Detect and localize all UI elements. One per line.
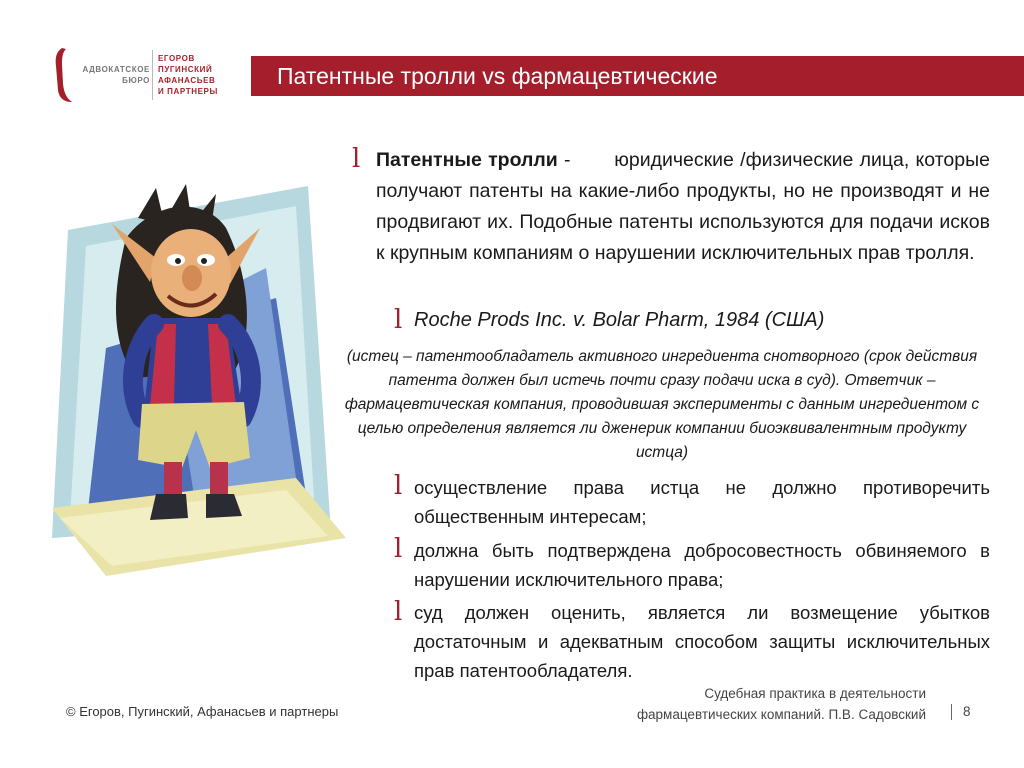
bullet-icon: l bbox=[394, 534, 403, 564]
term-dash: - bbox=[564, 149, 571, 171]
footer-source-line: фармацевтических компаний. П.В. Садовский bbox=[636, 707, 926, 722]
bullet-icon: l bbox=[394, 597, 403, 627]
bullet-icon: l bbox=[394, 305, 403, 335]
logo-line: АФАНАСЬЕВ bbox=[158, 76, 216, 85]
point-item: осуществление права истца не должно противоречить общественным интересам; bbox=[414, 477, 990, 527]
logo-text-bureau bbox=[80, 64, 150, 86]
logo-line: И ПАРТНЕРЫ bbox=[158, 87, 218, 96]
case-title: Roche Prods Inc. v. Bolar Pharm, 1984 (США) bbox=[414, 309, 825, 331]
logo-line: АДВОКАТСКОЕ bbox=[82, 65, 150, 74]
footer-source bbox=[606, 683, 926, 725]
page-number: 8 bbox=[963, 704, 971, 719]
firm-logo-icon bbox=[50, 46, 76, 104]
point-item: суд должен оценить, является ли возмещение убытков достаточным и адекватным способом защиты исключительных прав патентообладателя. bbox=[414, 602, 990, 681]
case-note: (истец – патентообладатель активного ингредиента снотворного (срок действия патента должен был истечь почти сразу подачи иска в суд). Ответчик – фармацевтическая компания, проводившая эксперименты с данным ингредиентом с целью определения является ли дженерик компании биоэквивалентным продукту истца) bbox=[344, 348, 980, 461]
term-definition: юридические /физические лица, которые получают патенты на какие-либо продукты, но не производят и не продвигают их. Подобные патенты используются для подачи исков к крупным компаниям о нарушении исключительных прав тролля. bbox=[376, 149, 990, 264]
point-item: должна быть подтверждена добросовестность обвиняемого в нарушении исключительного права; bbox=[414, 540, 990, 590]
logo-line: ПУГИНСКИЙ bbox=[158, 65, 213, 74]
troll-illustration bbox=[46, 178, 346, 576]
footer-source-line: Судебная практика в деятельности bbox=[704, 686, 926, 701]
title-bar bbox=[251, 56, 1024, 96]
main-paragraph bbox=[376, 145, 990, 269]
footer-copyright: © Егоров, Пугинский, Афанасьев и партнеры bbox=[66, 704, 339, 719]
bullet-icon: l bbox=[394, 471, 403, 501]
logo-divider bbox=[152, 50, 153, 100]
footer-divider bbox=[951, 704, 952, 720]
logo-line: ЕГОРОВ bbox=[158, 54, 195, 63]
logo-line: БЮРО bbox=[122, 76, 150, 85]
bullet-icon: l bbox=[352, 144, 361, 174]
slide-title: Патентные тролли vs фармацевтические bbox=[277, 63, 718, 89]
term-label: Патентные тролли bbox=[376, 149, 558, 171]
logo-text-partners bbox=[158, 53, 238, 97]
